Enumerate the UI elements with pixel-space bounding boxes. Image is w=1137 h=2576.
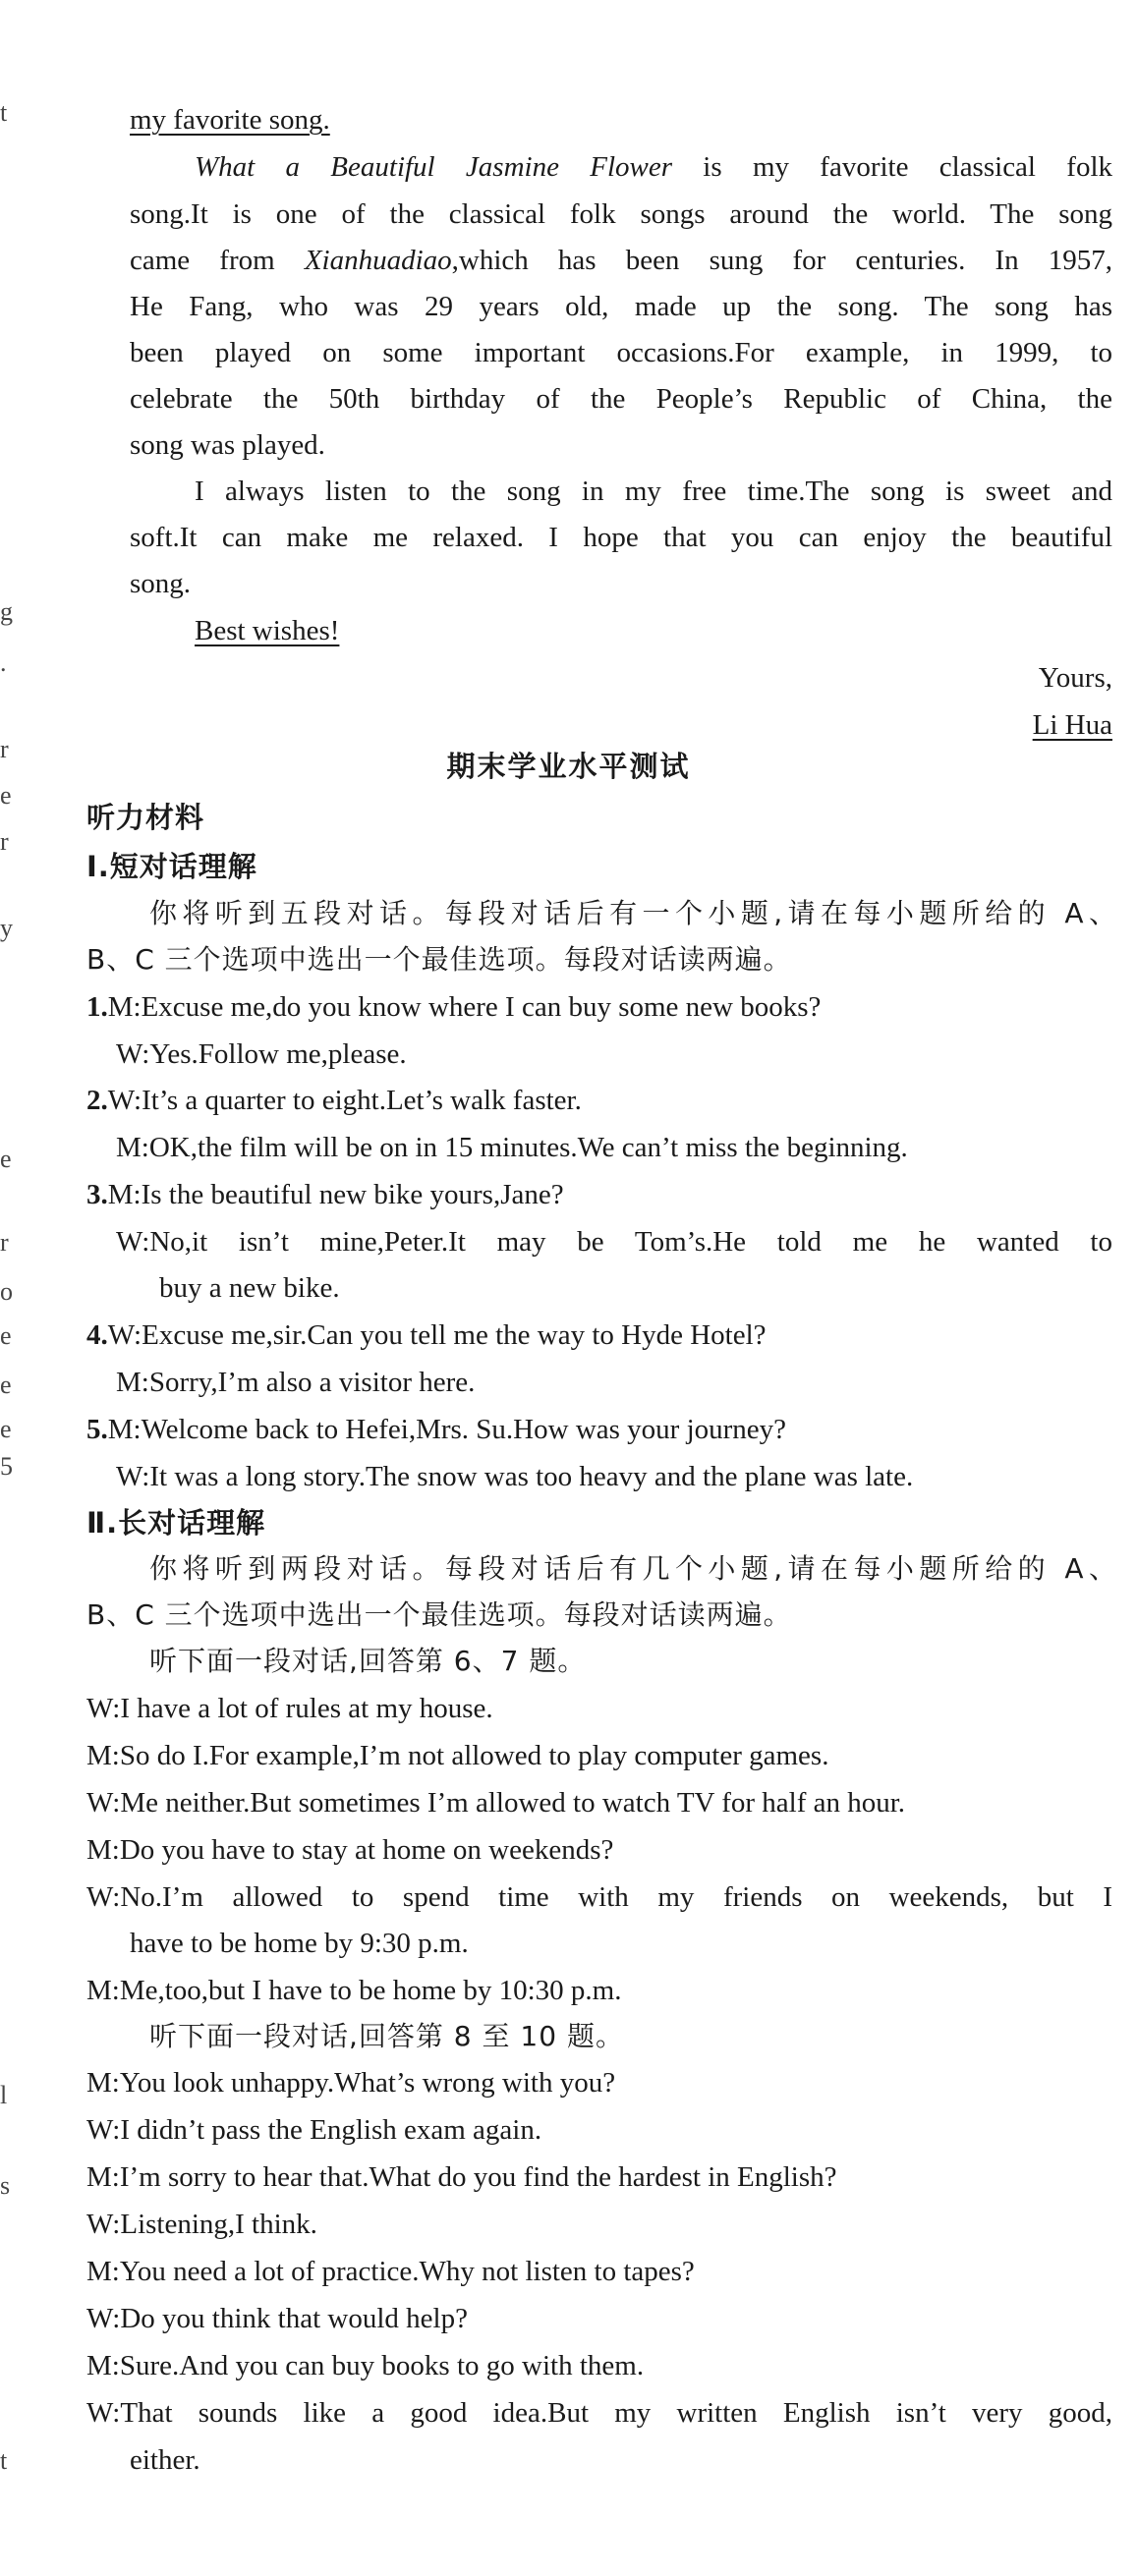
dialogue-line: W:It’s a quarter to eight.Let’s walk faster. <box>107 1085 582 1116</box>
section2-intro: 你将听到两段对话。每段对话后有几个小题,请在每小题所给的 A、 <box>149 1552 1117 1585</box>
margin-fragment: t <box>0 98 8 127</box>
margin-fragment: r <box>0 827 9 856</box>
margin-fragment: 5 <box>0 1452 13 1481</box>
dialogue-3 <box>86 1175 564 1214</box>
dialogue-line: W:Do you think that would help? <box>86 2303 468 2334</box>
dialogue-line: M:Me,too,but I have to be home by 10:30 p.m. <box>86 1975 622 2006</box>
margin-fragment: e <box>0 1415 12 1443</box>
letter-line: song. <box>130 568 192 599</box>
section1-intro: B、C 三个选项中选出一个最佳选项。每段对话读两遍。 <box>86 943 792 976</box>
letter-line: been played on some important occasions.For example, in 1999, to <box>130 337 1112 368</box>
conversation-intro: 听下面一段对话,回答第 8 至 10 题。 <box>149 2020 624 2052</box>
dialogue-line: M:Excuse me,do you know where I can buy some new books? <box>107 991 822 1023</box>
letter-line: soft.It can make me relaxed. I hope that you can enjoy the beautiful <box>130 522 1112 553</box>
question-number: 3. <box>86 1179 108 1210</box>
section1-heading: Ⅰ.短对话理解 <box>86 850 257 883</box>
margin-fragment: o <box>0 1277 13 1306</box>
dialogue-line: W:I have a lot of rules at my house. <box>86 1693 493 1724</box>
song-title: What a Beautiful Jasmine Flower <box>195 151 673 183</box>
margin-fragment: r <box>0 735 9 763</box>
dialogue-line: M:Sure.And you can buy books to go with them. <box>86 2350 645 2381</box>
dialogue-line: have to be home by 9:30 p.m. <box>130 1928 469 1959</box>
dialogue-line: M:Sorry,I’m also a visitor here. <box>116 1367 476 1398</box>
dialogue-5 <box>86 1410 786 1449</box>
margin-fragment: s <box>0 2171 11 2200</box>
signature-text: Li Hua <box>1032 709 1112 741</box>
letter-line: song was played. <box>130 429 325 461</box>
dialogue-line: W:Yes.Follow me,please. <box>116 1038 407 1070</box>
section2-heading: Ⅱ.长对话理解 <box>86 1506 266 1540</box>
page-title: 期末学业水平测试 <box>446 750 691 783</box>
question-number: 2. <box>86 1085 108 1116</box>
question-number: 4. <box>86 1319 108 1351</box>
dialogue-line: buy a new bike. <box>159 1272 340 1304</box>
margin-fragment: l <box>0 2081 8 2109</box>
letter-signature <box>818 705 1112 745</box>
letter-line: I always listen to the song in my free time.The song is sweet and <box>195 476 1112 507</box>
margin-fragment: t <box>0 2446 8 2475</box>
dialogue-line: W:Me neither.But sometimes I’m allowed to watch TV for half an hour. <box>86 1787 906 1819</box>
dialogue-line: M:Is the beautiful new bike yours,Jane? <box>107 1179 564 1210</box>
dialogue-line: M:You need a lot of practice.Why not listen to tapes? <box>86 2256 695 2287</box>
dialogue-line: M:So do I.For example,I’m not allowed to play computer games. <box>86 1740 829 1771</box>
dialogue-line: W:Listening,I think. <box>86 2209 317 2240</box>
letter-line: my favorite song. <box>130 104 330 136</box>
letter-line <box>130 241 1112 280</box>
letter-line <box>195 147 1112 187</box>
dialogue-line: W:I didn’t pass the English exam again. <box>86 2114 542 2146</box>
dialogue-line: W:Excuse me,sir.Can you tell me the way to Hyde Hotel? <box>107 1319 767 1351</box>
margin-fragment: . <box>0 648 7 677</box>
margin-fragment: g <box>0 597 13 626</box>
dialogue-line: M:OK,the film will be on in 15 minutes.We can’t miss the beginning. <box>116 1132 908 1163</box>
section1-intro: 你将听到五段对话。每段对话后有一个小题,请在每小题所给的 A、 <box>149 897 1117 929</box>
margin-fragment: e <box>0 1321 12 1350</box>
dialogue-2 <box>86 1081 582 1120</box>
dialogue-1 <box>86 987 821 1027</box>
dialogue-line: W:No.I’m allowed to spend time with my friends on weekends, but I <box>86 1881 1112 1913</box>
question-number: 5. <box>86 1414 108 1445</box>
margin-fragment: y <box>0 914 13 942</box>
letter-line: song.It is one of the classical folk songs around the world. The song <box>130 198 1112 230</box>
letter-closing: Best wishes! <box>195 615 340 646</box>
dialogue-4 <box>86 1316 767 1355</box>
question-number: 1. <box>86 991 108 1023</box>
dialogue-line: M:Welcome back to Hefei,Mrs. Su.How was your journey? <box>107 1414 787 1445</box>
letter-yours: Yours, <box>1038 662 1112 694</box>
margin-fragment: e <box>0 1145 12 1173</box>
letter-line: celebrate the 50th birthday of the People’s Republic of China, the <box>130 383 1112 415</box>
dialogue-line: M:I’m sorry to hear that.What do you find the hardest in English? <box>86 2161 837 2193</box>
margin-fragment: r <box>0 1228 9 1257</box>
dialogue-line: M:You look unhappy.What’s wrong with you? <box>86 2067 616 2099</box>
letter-text: ,which has been sung for centuries. In 1957, <box>451 245 1113 276</box>
conversation-intro: 听下面一段对话,回答第 6、7 题。 <box>149 1645 587 1677</box>
margin-fragment: e <box>0 1371 12 1399</box>
dialogue-line: W:No,it isn’t mine,Peter.It may be Tom’s.He told me he wanted to <box>116 1226 1112 1258</box>
place-name: Xianhuadiao <box>304 245 452 276</box>
dialogue-line: either. <box>130 2444 200 2476</box>
letter-line: He Fang, who was 29 years old, made up the song. The song has <box>130 291 1112 322</box>
dialogue-line: M:Do you have to stay at home on weekends? <box>86 1834 614 1866</box>
section-heading: 听力材料 <box>86 801 205 834</box>
letter-text: is my favorite classical folk <box>672 151 1112 183</box>
dialogue-line: W:It was a long story.The snow was too heavy and the plane was late. <box>116 1461 914 1492</box>
letter-text: came from <box>130 245 305 276</box>
margin-fragment: e <box>0 781 12 810</box>
section2-intro: B、C 三个选项中选出一个最佳选项。每段对话读两遍。 <box>86 1598 792 1631</box>
dialogue-line: W:That sounds like a good idea.But my written English isn’t very good, <box>86 2397 1112 2429</box>
